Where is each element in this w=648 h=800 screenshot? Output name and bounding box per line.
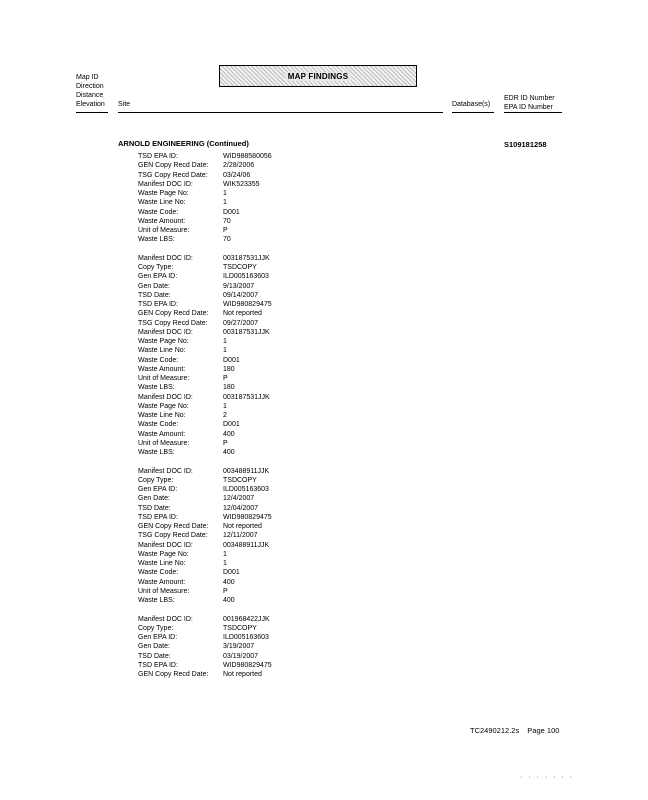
record-row [138, 661, 272, 670]
field-value: WID980829475 [223, 301, 272, 308]
map-findings-banner [219, 65, 417, 87]
field-value: 12/04/2007 [223, 504, 259, 512]
record-block [138, 152, 272, 245]
field-value: WID980829475 [223, 661, 272, 669]
field-value: 1 [223, 347, 227, 355]
record-row [138, 430, 272, 439]
field-value: 1 [223, 190, 227, 197]
record-row [138, 467, 272, 476]
field-value: WID988580056 [223, 153, 272, 160]
field-label: Waste LBS: [138, 597, 175, 604]
field-value: 003187531JJK [223, 393, 270, 401]
field-label: Waste Page No: [138, 190, 189, 197]
record-row [138, 624, 272, 633]
record-row [138, 171, 272, 180]
field-value: 003187531JJK [223, 254, 270, 262]
site-underline [118, 112, 443, 113]
scan-artifact: · · · · · · · [520, 774, 574, 781]
header-left-labels [76, 73, 105, 109]
field-value: TSDCOPY [223, 476, 257, 484]
field-value: D001 [223, 208, 240, 216]
record-row [138, 642, 272, 651]
field-value: P [223, 227, 228, 234]
field-value: 09/14/2007 [223, 291, 259, 299]
field-label: TSD Date: [138, 504, 171, 512]
field-value: 400 [223, 578, 235, 586]
page-number: Page 100 [527, 726, 560, 735]
field-value: 003488911JJK [223, 541, 270, 549]
record-row [138, 652, 272, 661]
field-value: ILD005163603 [223, 486, 269, 493]
site-label: Site [118, 101, 131, 108]
field-value: Not reported [223, 671, 262, 678]
field-value: TSDCOPY [223, 264, 257, 271]
record-block [138, 254, 272, 458]
record-row [138, 226, 272, 235]
field-value: TSDCOPY [223, 624, 257, 632]
field-label: TSD Date: [138, 291, 171, 299]
field-value: 12/4/2007 [223, 495, 255, 503]
field-label: Waste Line No: [138, 347, 186, 355]
record-row [138, 513, 272, 522]
field-value: P [223, 587, 228, 595]
field-label: TSG Copy Recd Date: [138, 171, 208, 179]
field-label: Waste LBS: [138, 236, 175, 244]
field-value: P [223, 439, 228, 447]
field-label: Manifest DOC ID: [138, 615, 193, 623]
record-row [138, 596, 272, 605]
field-label: TSD EPA ID: [138, 153, 178, 160]
field-label: Unit of Measure: [138, 375, 190, 382]
field-label: Copy Type: [138, 264, 174, 271]
field-label: Gen EPA ID: [138, 273, 178, 281]
field-label: Waste Line No: [138, 560, 186, 567]
facility-id: S109181258 [504, 140, 547, 149]
record-row [138, 356, 272, 365]
record-row [138, 365, 272, 374]
field-label: Unit of Measure: [138, 587, 190, 595]
field-value: 03/24/06 [223, 171, 251, 179]
record-row [138, 198, 272, 207]
field-label: Waste Page No: [138, 338, 189, 345]
field-label: TSD EPA ID: [138, 513, 178, 521]
record-row [138, 420, 272, 429]
elevation-label: Elevation [76, 101, 105, 108]
record-row [138, 254, 272, 263]
field-value: 03/19/2007 [223, 652, 259, 660]
banner-title: MAP FINDINGS [285, 72, 351, 81]
field-value: 70 [223, 217, 231, 225]
field-value: 09/27/2007 [223, 319, 259, 327]
field-label: Waste Code: [138, 208, 179, 216]
record-row [138, 494, 272, 503]
record-row [138, 522, 272, 531]
database-underline [452, 112, 494, 113]
field-label: Waste Code: [138, 569, 179, 577]
field-value: Not reported [223, 523, 262, 530]
field-value: 001968422JJK [223, 615, 270, 623]
field-label: Copy Type: [138, 624, 174, 632]
field-label: Waste Amount: [138, 578, 186, 586]
record-row [138, 587, 272, 596]
edr-id-label: EDR ID Number [504, 95, 555, 102]
record-row [138, 448, 272, 457]
record-row [138, 633, 272, 642]
field-value: WID980829475 [223, 513, 272, 521]
map-id-label: Map ID [76, 74, 99, 81]
record-row [138, 263, 272, 272]
field-label: Waste Amount: [138, 365, 186, 373]
record-row [138, 670, 272, 679]
page-footer [470, 726, 559, 735]
record-row [138, 374, 272, 383]
record-row [138, 402, 272, 411]
record-row [138, 485, 272, 494]
record-row [138, 300, 272, 309]
field-label: GEN Copy Recd Date: [138, 523, 209, 530]
document-id: TC2490212.2s [470, 726, 520, 735]
record-list [138, 152, 272, 679]
record-row [138, 559, 272, 568]
field-label: Gen Date: [138, 282, 170, 290]
field-value: 1 [223, 199, 227, 207]
record-row [138, 411, 272, 420]
facility-name: ARNOLD ENGINEERING (Continued) [118, 139, 249, 148]
field-value: ILD005163603 [223, 273, 269, 281]
epa-id-label: EPA ID Number [504, 104, 553, 111]
field-label: Manifest DOC ID: [138, 180, 193, 188]
record-block [138, 467, 272, 606]
field-label: TSD EPA ID: [138, 301, 178, 308]
field-label: TSD EPA ID: [138, 661, 178, 669]
field-value: 400 [223, 597, 235, 604]
field-label: Waste Code: [138, 421, 179, 429]
record-row [138, 282, 272, 291]
field-label: Gen Date: [138, 495, 170, 503]
field-value: P [223, 375, 228, 382]
record-row [138, 272, 272, 281]
field-label: Waste LBS: [138, 449, 175, 456]
field-label: GEN Copy Recd Date: [138, 162, 209, 170]
epa-underline [504, 112, 562, 113]
field-label: Waste LBS: [138, 384, 175, 392]
record-gap [138, 245, 272, 254]
field-value: 180 [223, 365, 235, 373]
database-label: Database(s) [452, 101, 491, 108]
field-label: Waste Amount: [138, 430, 186, 438]
record-gap [138, 457, 272, 466]
field-label: Gen EPA ID: [138, 486, 178, 493]
field-value: 180 [223, 384, 235, 392]
field-value: D001 [223, 356, 240, 364]
record-row [138, 337, 272, 346]
record-block [138, 615, 272, 680]
record-row [138, 319, 272, 328]
record-row [138, 550, 272, 559]
field-label: Waste Code: [138, 356, 179, 364]
field-label: Unit of Measure: [138, 227, 190, 234]
record-gap [138, 605, 272, 614]
field-label: Waste Line No: [138, 199, 186, 207]
field-value: D001 [223, 421, 240, 429]
field-value: 1 [223, 402, 227, 410]
field-label: GEN Copy Recd Date: [138, 671, 209, 678]
records-container [138, 152, 272, 679]
field-value: 3/19/2007 [223, 643, 255, 651]
record-row [138, 383, 272, 392]
record-row [138, 615, 272, 624]
field-label: Unit of Measure: [138, 439, 190, 447]
field-value: 003187531JJK [223, 328, 270, 336]
field-value: 2 [223, 412, 227, 419]
field-value: 2/28/2006 [223, 162, 255, 170]
record-row [138, 568, 272, 577]
field-label: TSG Copy Recd Date: [138, 319, 208, 327]
record-row [138, 504, 272, 513]
field-label: Manifest DOC ID: [138, 541, 193, 549]
record-row [138, 531, 272, 540]
record-row [138, 161, 272, 170]
field-label: Manifest DOC ID: [138, 467, 193, 475]
field-value: WIK523355 [223, 180, 260, 188]
field-value: 70 [223, 236, 231, 244]
field-label: Waste Amount: [138, 217, 186, 225]
distance-label: Distance [76, 92, 104, 99]
field-label: Waste Page No: [138, 550, 189, 558]
field-value: ILD005163603 [223, 634, 269, 641]
field-label: Manifest DOC ID: [138, 393, 193, 401]
direction-label: Direction [76, 83, 104, 90]
record-row [138, 328, 272, 337]
record-row [138, 189, 272, 198]
field-label: Waste Line No: [138, 412, 186, 419]
record-row [138, 217, 272, 226]
record-row [138, 235, 272, 244]
field-label: Gen Date: [138, 643, 170, 651]
field-label: Manifest DOC ID: [138, 254, 193, 262]
field-value: 1 [223, 560, 227, 567]
record-row [138, 309, 272, 318]
field-value: Not reported [223, 310, 262, 318]
record-row [138, 578, 272, 587]
record-row [138, 291, 272, 300]
field-value: 400 [223, 449, 235, 456]
elevation-underline [76, 112, 108, 113]
field-value: 1 [223, 338, 227, 345]
record-row [138, 208, 272, 217]
field-label: TSG Copy Recd Date: [138, 532, 208, 540]
field-value: 003488911JJK [223, 467, 270, 475]
record-row [138, 346, 272, 355]
field-label: GEN Copy Recd Date: [138, 310, 209, 318]
field-value: 12/11/2007 [223, 532, 258, 540]
field-value: 1 [223, 550, 227, 558]
field-label: Copy Type: [138, 476, 174, 484]
record-row [138, 393, 272, 402]
field-label: Manifest DOC ID: [138, 328, 193, 336]
field-value: 9/13/2007 [223, 282, 255, 290]
field-value: D001 [223, 569, 240, 577]
field-label: TSD Date: [138, 652, 171, 660]
record-row [138, 180, 272, 189]
field-label: Gen EPA ID: [138, 634, 178, 641]
record-row [138, 439, 272, 448]
record-row [138, 476, 272, 485]
field-label: Waste Page No: [138, 402, 189, 410]
record-row [138, 541, 272, 550]
record-row [138, 152, 272, 161]
field-value: 400 [223, 430, 235, 438]
